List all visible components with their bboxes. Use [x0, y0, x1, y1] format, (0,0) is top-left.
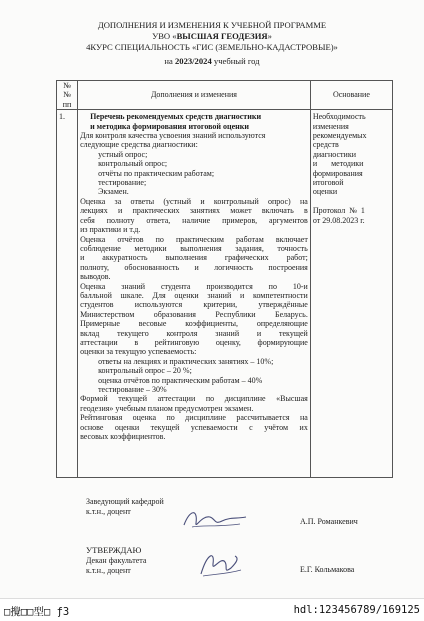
- body-line: устный опрос;: [98, 149, 148, 159]
- body-line: аттестации в рейтинговую оценку, формирующие: [80, 337, 308, 347]
- body-line: ответы на лекциях и практических занятиях – 10%;: [98, 356, 274, 366]
- row-changes-cell: [78, 110, 311, 478]
- body-line: геодезия» учебным планом предусмотрен экзамен.: [80, 403, 254, 413]
- body-line: себя полноту ответа, наличие примеров, аргументов: [80, 215, 308, 225]
- basis-line: средств: [312, 140, 339, 150]
- approve-label: УТВЕРЖДАЮ: [86, 545, 142, 555]
- doc-title-line2: УВО «ВЫСШАЯ ГЕОДЕЗИЯ»: [152, 31, 272, 41]
- basis-line: итоговой: [312, 178, 344, 188]
- body-line: Для контроля качества усвоения знаний используются: [80, 131, 266, 141]
- body-line: выводов.: [80, 272, 111, 282]
- col-changes-header: Дополнения и изменения: [78, 81, 311, 110]
- body-line: следующие средства диагностики:: [80, 140, 198, 150]
- col-basis-header: Основание: [310, 81, 392, 110]
- table-header-row: [57, 81, 393, 110]
- dean-signature: [195, 548, 245, 580]
- dean-name: Е.Г. Кольмакова: [300, 565, 355, 574]
- body-line: Оценка знаний студента производится по 10-и: [80, 281, 308, 291]
- body-line: студентов используются критерии, утверждённые: [80, 300, 308, 310]
- row-basis-cell: [310, 110, 392, 478]
- body-line: вклад текущего контроля знаний и текущей: [80, 328, 308, 338]
- body-line: лекциях и практических занятиях может включать в: [80, 206, 308, 216]
- doc-title-line3: 4КУРС СПЕЦИАЛЬНОСТЬ «ГИС (ЗЕМЕЛЬНО-КАДАСТРОВЫЕ)»: [86, 42, 338, 52]
- body-line: оценка отчётов по практическим работам – 40%: [98, 375, 263, 385]
- basis-text: [313, 112, 390, 225]
- body-line: Оценка отчётов по практическим работам включает: [80, 234, 308, 244]
- basis-line: от 29.08.2023 г.: [312, 215, 365, 225]
- body-line: Рейтинговая оценка по дисциплине рассчитывается на: [80, 413, 308, 423]
- head-degree: к.т.н., доцент: [86, 507, 131, 516]
- basis-line: изменения: [312, 121, 349, 131]
- basis-line: формирования: [312, 168, 363, 178]
- basis-line: оценки: [312, 187, 338, 197]
- body-line: отчёты по практическим работам;: [98, 168, 215, 178]
- head-signature: [180, 505, 250, 531]
- status-left-text: □攪□□型□ ƒ3: [4, 606, 70, 618]
- body-line: контрольный опрос – 20 %;: [98, 366, 192, 376]
- col-number-header: № № пп: [57, 81, 78, 110]
- section-title: Перечень рекомендуемых средств диагностики и методика формирования итоговой оценки: [90, 112, 262, 131]
- body-line: тестирование – 30%: [98, 385, 167, 394]
- basis-line: [313, 197, 390, 206]
- row-number: 1.: [57, 110, 78, 478]
- body-line: Формой текущей аттестации по дисциплине «Высшая: [80, 394, 308, 404]
- basis-line: и методики: [312, 159, 364, 169]
- body-line: тестирование;: [98, 178, 147, 188]
- body-line: весовых коэффициентов.: [80, 432, 166, 442]
- body-line: оценки за текущую успеваемость:: [80, 347, 197, 357]
- doc-title-line1: ДОПОЛНЕНИЯ И ИЗМЕНЕНИЯ К УЧЕБНОЙ ПРОГРАММЕ: [97, 20, 327, 30]
- dean-title: Декан факультета: [86, 556, 147, 565]
- changes-body: [80, 131, 308, 441]
- basis-line: рекомендуемых: [312, 131, 367, 141]
- body-line: основе оценки текущей успеваемости с учётом их: [80, 422, 308, 432]
- handle-identifier: hdl:123456789/169125: [293, 604, 420, 616]
- basis-line: Необходимость: [312, 112, 366, 122]
- body-line: из практики и т.д.: [80, 225, 141, 235]
- body-line: балльной шкале. Для оценки знаний и компетентности: [80, 290, 308, 300]
- doc-title-year: на 2023/2024 учебный год: [164, 56, 260, 66]
- head-name: А.П. Романкевич: [300, 517, 358, 526]
- body-line: соблюдение методики выполнения задания, точность: [80, 243, 308, 253]
- changes-table: [56, 80, 393, 478]
- body-line: полноту, обоснованность и логичность построения: [80, 262, 308, 272]
- dean-degree: к.т.н., доцент: [86, 566, 131, 575]
- body-line: Министерством образования Республики Беларусь.: [80, 309, 308, 319]
- body-line: Экзамен.: [98, 187, 129, 197]
- basis-line: Протокол № 1: [312, 206, 365, 216]
- viewer-status-bar: [0, 598, 424, 621]
- basis-line: диагностики: [312, 149, 356, 159]
- head-title: Заведующий кафедрой: [86, 497, 164, 506]
- body-line: и аккуратность выполнения графических работ;: [80, 253, 308, 263]
- table-row: [57, 110, 393, 478]
- body-line: Оценка за ответы (устный и контрольный опрос) на: [80, 196, 308, 206]
- body-line: контрольный опрос;: [98, 159, 168, 169]
- body-line: Примерные весовые коэффициенты, определяющие: [80, 319, 308, 329]
